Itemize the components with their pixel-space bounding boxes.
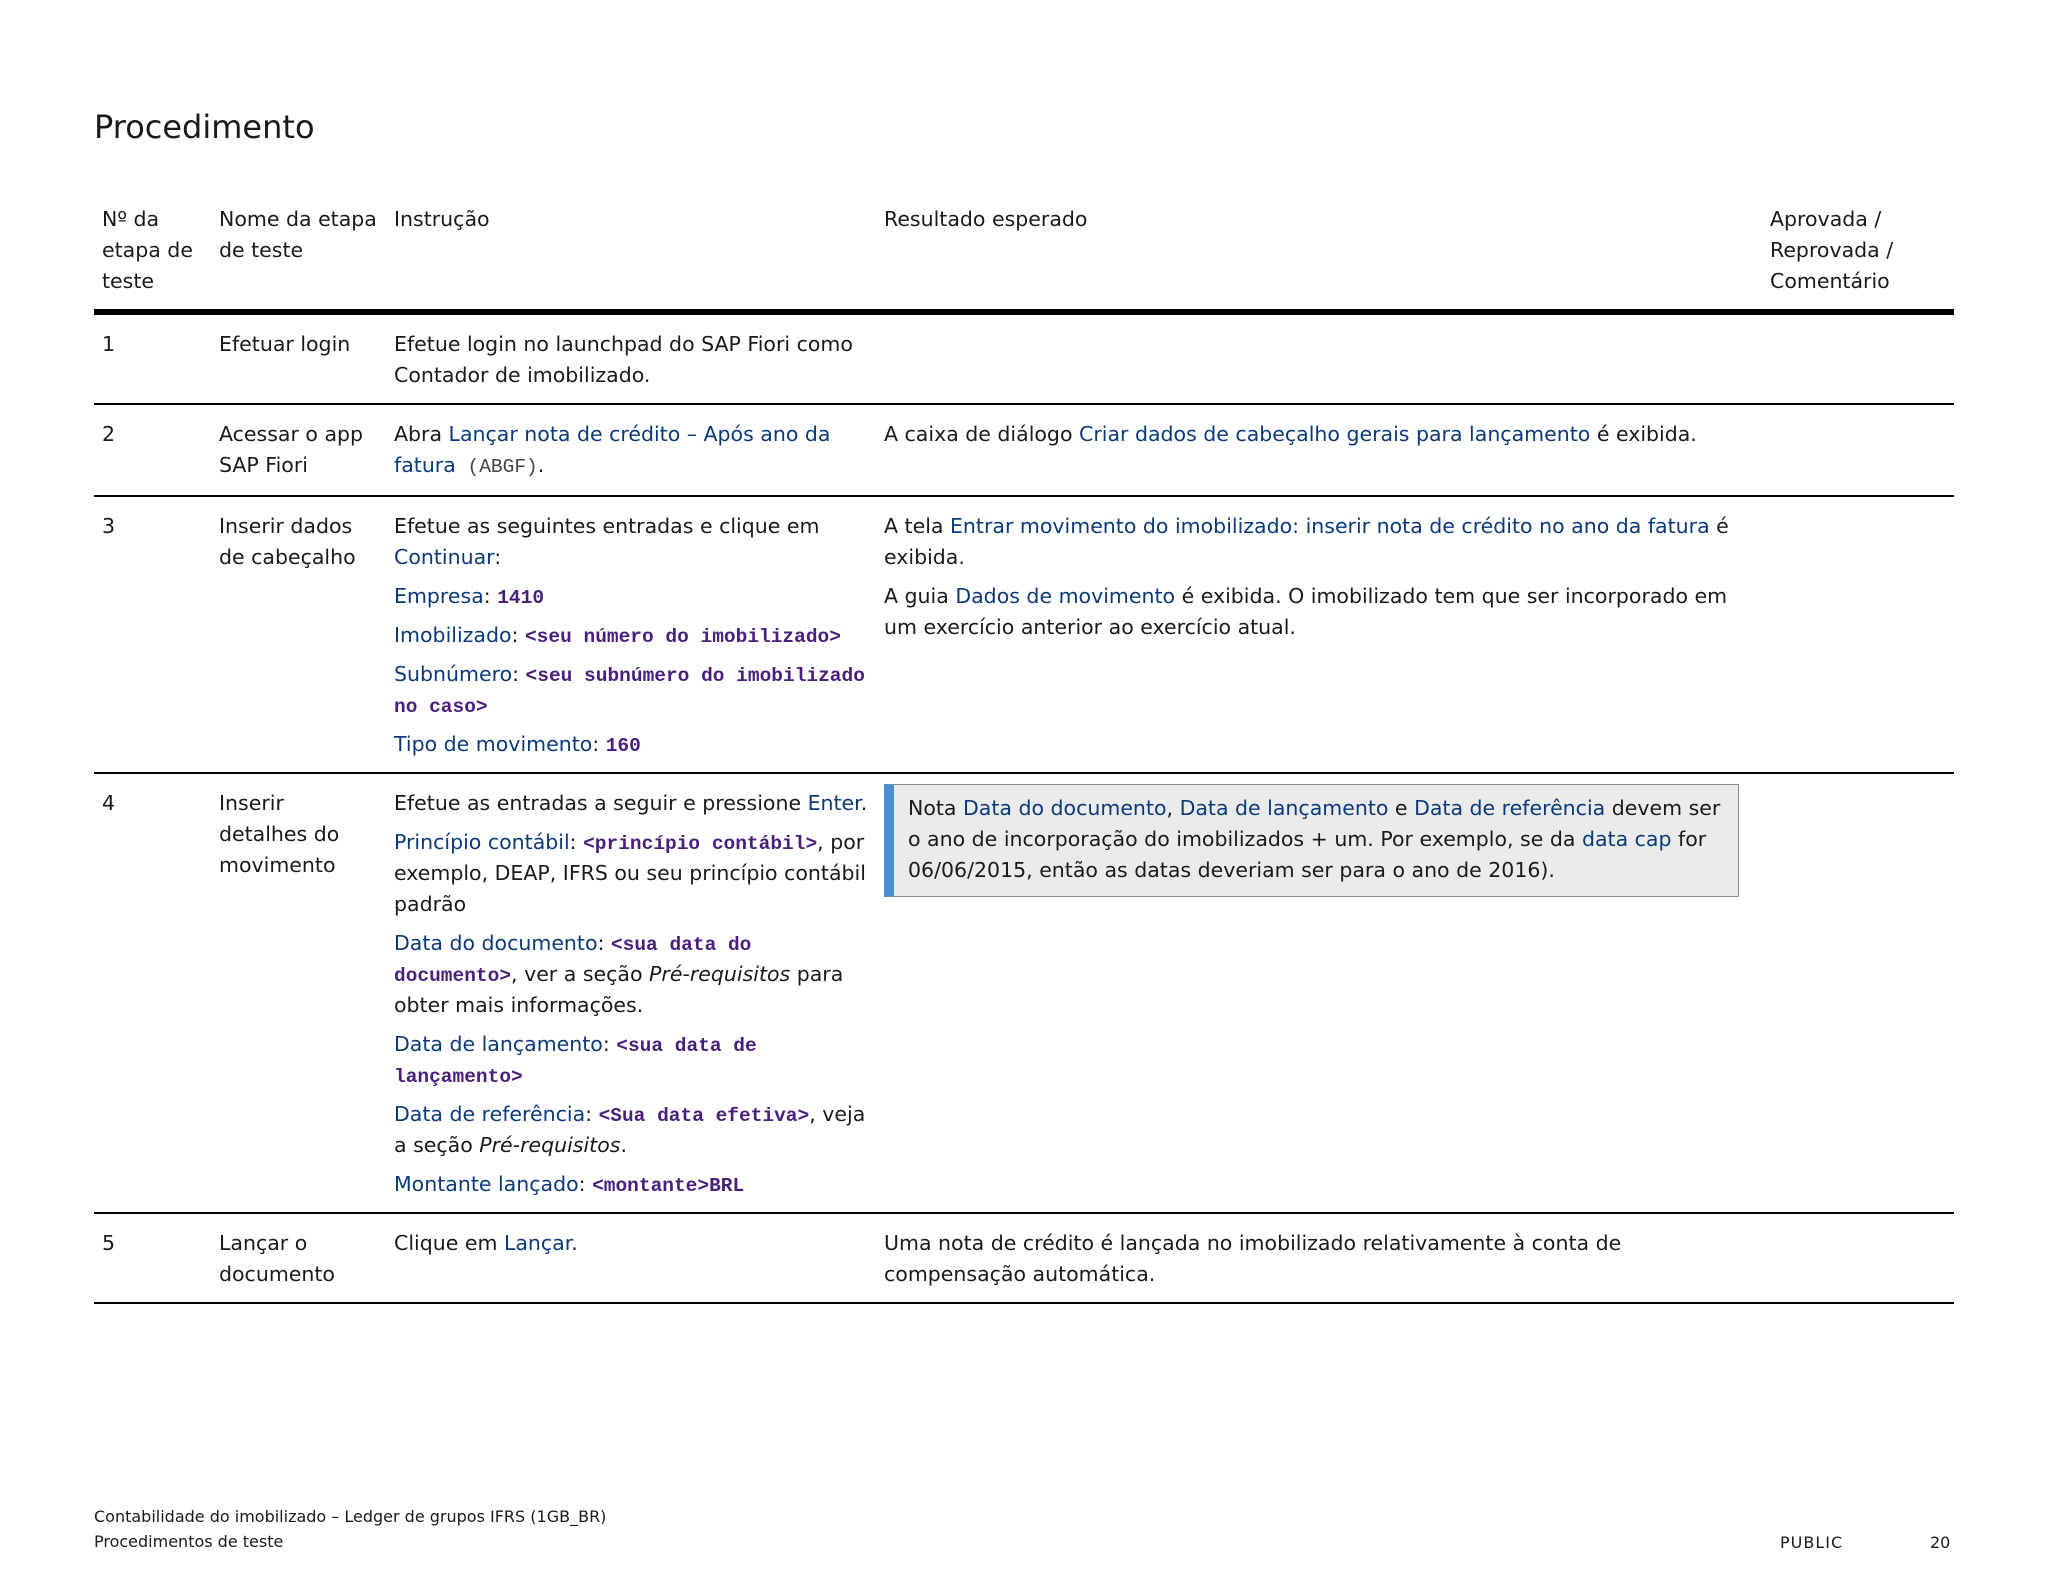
note-text: for 06/06/2015, então as datas deveriam ser para o ano de 2016). [908,827,1707,882]
field-entry: Tipo de movimento: 160 [394,732,641,757]
header-step-name: Nome da etapa de teste [219,207,377,262]
step-instruction [386,404,876,496]
field-note: para obter mais informações. [394,962,844,1017]
tab-name-link: Dados de movimento [955,584,1176,608]
field-label: Imobilizado [394,623,512,647]
field-label: Empresa [394,584,484,608]
field-label: Data de lançamento [394,1032,603,1056]
step-instruction: Efetue login no launchpad do SAP Fiori como Contador de imobilizado. [394,332,853,387]
instruction-text: . [537,453,545,477]
procedure-table [94,200,1954,1304]
enter-link: Enter [807,791,861,815]
step-number: 4 [102,791,116,815]
footer-subtitle: Procedimentos de teste [94,1532,284,1551]
field-entry: Subnúmero: <seu subnúmero do imobilizado no caso> [394,662,865,718]
note-label: Nota [908,796,963,820]
note-link: Data do documento [963,796,1167,820]
field-note: . [620,1133,627,1157]
result-paragraph [884,511,1754,573]
field-value: <sua data do documento> [394,934,752,987]
note-link: data cap [1581,827,1672,851]
footer-document-info [94,1504,606,1554]
field-value: <seu número do imobilizado> [524,626,841,648]
note-link: Data de referência [1414,796,1606,820]
header-expected-result: Resultado esperado [884,207,1088,231]
footer-classification: PUBLIC [1780,1533,1844,1552]
note-text: e [1388,796,1415,820]
field-value: <princípio contábil> [583,833,818,855]
note-text: , [1166,796,1180,820]
header-step-number: Nº da etapa de teste [102,207,193,293]
instruction-text: : [494,545,502,569]
result-text: A tela [884,514,950,538]
result-paragraph [884,581,1754,643]
note-box [884,784,1739,897]
result-text: é exibida. O imobilizado tem que ser incorporado em um exercício anterior ao exercício atual. [884,584,1728,639]
header-approval-comment: Aprovada / Reprovada / Comentário [1770,207,1894,293]
step-number: 5 [102,1231,116,1255]
field-entry: Montante lançado: <montante>BRL [394,1172,745,1197]
step-comment [1762,312,1954,404]
step-result [876,773,1762,1213]
section-reference: Pré-requisitos [649,962,791,986]
field-label: Princípio contábil [394,830,570,854]
field-entry: Data de lançamento: <sua data de lançamento> [394,1032,757,1088]
field-value: <montante>BRL [592,1175,745,1197]
instruction-intro [394,511,868,573]
field-label: Data do documento [394,931,598,955]
header-instruction: Instrução [394,207,490,231]
field-value: <Sua data efetiva> [598,1105,810,1127]
field-note: , ver a seção [511,962,650,986]
step-comment [1762,404,1954,496]
step-comment [1762,1213,1954,1303]
instruction-text: Abra [394,422,449,446]
step-instruction [386,1213,876,1303]
table-header-row [94,200,1954,312]
screen-name-link: Entrar movimento do imobilizado: inserir nota de crédito no ano da fatura [949,514,1710,538]
table-row [94,312,1954,404]
instruction-text: Efetue as seguintes entradas e clique em [394,514,820,538]
instruction-text: Efetue as entradas a seguir e pressione [394,791,808,815]
table-row [94,1213,1954,1303]
field-label: Montante lançado [394,1172,579,1196]
field-value: 1410 [497,587,545,609]
result-text: é exibida. [884,514,1729,569]
field-entry: Empresa: 1410 [394,584,545,609]
post-link: Lançar [503,1231,572,1255]
step-result [876,404,1762,496]
step-name: Efetuar login [219,332,351,356]
transaction-code: (ABGF) [455,456,538,478]
field-label: Data de referência [394,1102,586,1126]
footer-title: Contabilidade do imobilizado – Ledger de grupos IFRS (1GB_BR) [94,1507,607,1526]
field-entry: Data do documento: <sua data do documento>, ver a seção Pré-requisitos para obter mais informações. [394,931,844,1017]
step-comment [1762,496,1954,773]
instruction-text: . [571,1231,578,1255]
table-row [94,773,1954,1213]
page-title: Procedimento [94,108,315,146]
page-number: 20 [1930,1533,1951,1552]
note-text: devem ser o ano de incorporação do imobilizados + um. Por exemplo, se da [908,796,1721,851]
field-value: <seu subnúmero do imobilizado no caso> [394,665,865,718]
step-result [876,312,1762,404]
field-note: , veja a seção [394,1102,866,1157]
instruction-text: Clique em [394,1231,504,1255]
step-name: Inserir dados de cabeçalho [219,514,356,569]
app-name-link: Lançar nota de crédito – Após ano da fatura [394,422,831,477]
field-entry: Data de referência: <Sua data efetiva>, veja a seção Pré-requisitos. [394,1102,866,1157]
field-value: <sua data de lançamento> [394,1035,757,1088]
step-name: Inserir detalhes do movimento [219,791,340,877]
step-result [876,496,1762,773]
continue-link: Continuar [394,545,495,569]
field-entry: Imobilizado: <seu número do imobilizado> [394,623,841,648]
field-value: 160 [605,735,641,757]
result-text: A caixa de diálogo [884,422,1080,446]
step-result: Uma nota de crédito é lançada no imobilizado relativamente à conta de compensação automática. [884,1231,1622,1286]
field-label: Subnúmero [394,662,513,686]
field-entry: Princípio contábil: <princípio contábil>, por exemplo, DEAP, IFRS ou seu princípio contábil padrão [394,830,866,916]
step-number: 2 [102,422,116,446]
step-number: 1 [102,332,116,356]
field-label: Tipo de movimento [394,732,593,756]
step-name: Lançar o documento [219,1231,335,1286]
table-row [94,496,1954,773]
dialog-name-link: Criar dados de cabeçalho gerais para lançamento [1079,422,1591,446]
result-text: A guia [884,584,956,608]
step-name: Acessar o app SAP Fiori [219,422,364,477]
section-reference: Pré-requisitos [479,1133,621,1157]
step-comment [1762,773,1954,1213]
instruction-intro [394,788,868,819]
step-instruction [386,496,876,773]
instruction-text: . [860,791,868,815]
step-instruction [386,773,876,1213]
table-row [94,404,1954,496]
step-number: 3 [102,514,116,538]
note-link: Data de lançamento [1179,796,1389,820]
result-text: é exibida. [1590,422,1697,446]
field-note: , por exemplo, DEAP, IFRS ou seu princípio contábil padrão [394,830,866,916]
